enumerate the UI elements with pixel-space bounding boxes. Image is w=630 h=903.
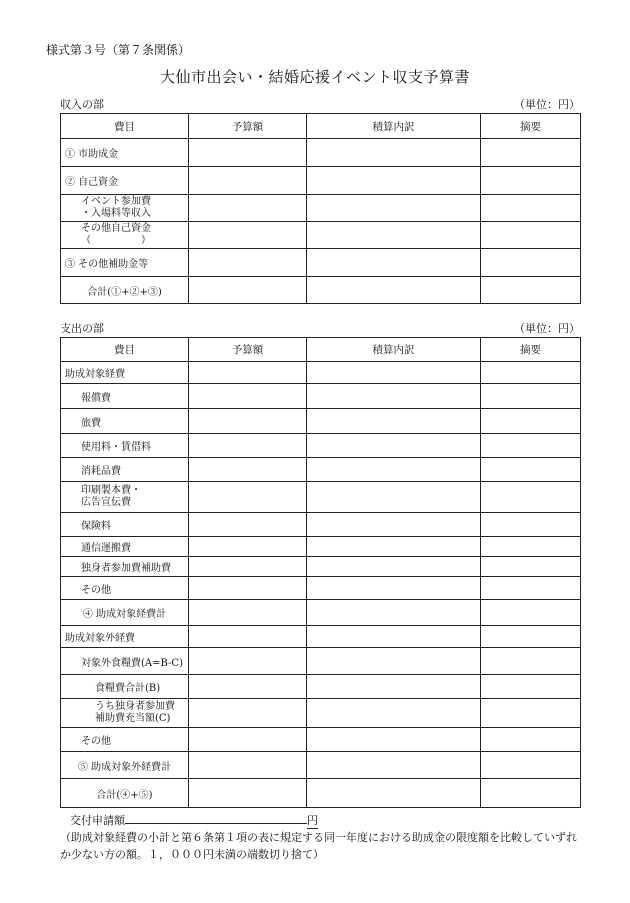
income-cell[interactable] [189, 277, 307, 304]
request-amount-field[interactable] [125, 823, 307, 824]
income-cell[interactable] [189, 249, 307, 277]
expense-row-other2: その他 [61, 728, 189, 752]
income-row-own-funds: ② 自己資金 [61, 167, 189, 195]
expense-cell[interactable] [481, 409, 581, 434]
expense-cell[interactable] [481, 557, 581, 577]
expense-row-ineligible: 助成対象外経費 [61, 626, 189, 648]
income-cell[interactable] [307, 139, 481, 167]
expense-cell[interactable] [189, 384, 307, 409]
expense-cell[interactable] [307, 513, 481, 537]
other-own-line2: （ ） [81, 235, 151, 246]
expense-cell[interactable] [481, 362, 581, 384]
expense-cell[interactable] [481, 537, 581, 557]
income-cell[interactable] [307, 222, 481, 249]
expense-header-item: 費目 [61, 338, 189, 362]
expense-row-printing [61, 482, 189, 513]
income-cell[interactable] [307, 195, 481, 222]
expense-row-ineligible-total: ⑤ 助成対象外経費計 [61, 752, 189, 779]
expense-cell[interactable] [189, 779, 307, 808]
request-amount-yen: 円 [307, 814, 318, 827]
request-amount-line [70, 812, 318, 829]
expense-cell[interactable] [307, 362, 481, 384]
expense-cell[interactable] [481, 626, 581, 648]
printing-line2: 広告宣伝費 [81, 497, 131, 508]
income-row-other-subsidy: ③ その他補助金等 [61, 249, 189, 277]
income-section-label: 収入の部 [60, 98, 104, 111]
printing-line1: 印刷製本費・ [81, 484, 141, 496]
income-cell[interactable] [307, 277, 481, 304]
other-own-line1: その他自己資金 [81, 222, 151, 234]
expense-row-other1: その他 [61, 577, 189, 600]
expense-cell[interactable] [189, 434, 307, 458]
expense-row-total: 合計(④+⑤) [61, 779, 189, 808]
event-fee-line1: イベント参加費 [81, 195, 151, 207]
expense-unit: （単位：円） [514, 322, 580, 335]
expense-row-eligible: 助成対象経費 [61, 362, 189, 384]
income-cell[interactable] [307, 167, 481, 195]
expense-cell[interactable] [481, 458, 581, 482]
expense-cell[interactable] [189, 699, 307, 728]
income-header-item: 費目 [61, 114, 189, 139]
single-fee-line1: うち独身者参加費 [95, 700, 175, 712]
expense-row-rent: 使用料・賃借料 [61, 434, 189, 458]
expense-header-remarks: 摘要 [481, 338, 581, 362]
income-row-city-subsidy: ① 市助成金 [61, 139, 189, 167]
expense-cell[interactable] [481, 600, 581, 626]
expense-cell[interactable] [189, 600, 307, 626]
income-header-remarks: 摘要 [481, 114, 581, 139]
expense-cell[interactable] [307, 434, 481, 458]
expense-row-travel: 旅費 [61, 409, 189, 434]
expense-cell[interactable] [481, 513, 581, 537]
income-cell[interactable] [307, 249, 481, 277]
income-cell[interactable] [189, 195, 307, 222]
income-header-budget: 予算額 [189, 114, 307, 139]
expense-cell[interactable] [307, 728, 481, 752]
expense-cell[interactable] [189, 362, 307, 384]
expense-cell[interactable] [307, 557, 481, 577]
income-table [60, 113, 581, 304]
expense-cell[interactable] [189, 626, 307, 648]
expense-cell[interactable] [307, 779, 481, 808]
income-cell[interactable] [189, 167, 307, 195]
expense-cell[interactable] [481, 577, 581, 600]
expense-cell[interactable] [307, 577, 481, 600]
expense-cell[interactable] [307, 699, 481, 728]
income-cell[interactable] [481, 167, 581, 195]
expense-cell[interactable] [189, 577, 307, 600]
expense-section-label: 支出の部 [60, 322, 104, 335]
expense-cell[interactable] [481, 728, 581, 752]
expense-cell[interactable] [481, 384, 581, 409]
expense-cell[interactable] [307, 482, 481, 513]
form-number: 様式第３号（第７条関係） [46, 43, 191, 57]
expense-cell[interactable] [307, 626, 481, 648]
income-unit: （単位：円） [514, 98, 580, 111]
expense-cell[interactable] [307, 409, 481, 434]
expense-cell[interactable] [189, 557, 307, 577]
income-row-event-fee [61, 195, 189, 222]
expense-row-food-total: 食糧費合計(B) [61, 675, 189, 699]
request-amount-label: 交付申請額 [70, 814, 125, 827]
expense-cell[interactable] [307, 648, 481, 675]
single-fee-line2: 補助費充当額(C) [95, 713, 171, 724]
expense-cell[interactable] [307, 384, 481, 409]
expense-cell[interactable] [189, 409, 307, 434]
expense-cell[interactable] [307, 675, 481, 699]
expense-header-breakdown: 積算内訳 [307, 338, 481, 362]
expense-row-communication: 通信運搬費 [61, 537, 189, 557]
expense-table [60, 337, 581, 808]
expense-cell[interactable] [481, 434, 581, 458]
request-amount-note: （助成対象経費の小計と第６条第１項の表に規定する同一年度における助成金の限度額を比較していずれか少ない方の額。１，０００円未満の端数切り捨て） [60, 831, 577, 861]
expense-cell[interactable] [189, 648, 307, 675]
income-cell[interactable] [481, 139, 581, 167]
expense-row-single-subsidy: 独身者参加費補助費 [61, 557, 189, 577]
expense-cell[interactable] [189, 458, 307, 482]
income-cell[interactable] [481, 195, 581, 222]
expense-row-single-fee [61, 699, 189, 728]
income-header-breakdown: 積算内訳 [307, 114, 481, 139]
expense-row-non-eligible-food: 対象外食糧費(A=B-C) [61, 648, 189, 675]
income-cell[interactable] [189, 139, 307, 167]
income-row-total: 合計(①+②+③) [61, 277, 189, 304]
expense-header-budget: 予算額 [189, 338, 307, 362]
expense-cell[interactable] [481, 699, 581, 728]
expense-cell[interactable] [189, 482, 307, 513]
income-cell[interactable] [189, 222, 307, 249]
expense-cell[interactable] [189, 728, 307, 752]
expense-row-insurance: 保険料 [61, 513, 189, 537]
expense-row-eligible-total: ④ 助成対象経費計 [61, 600, 189, 626]
expense-cell[interactable] [307, 458, 481, 482]
expense-cell[interactable] [481, 482, 581, 513]
page-title: 大仙市出会い・結婚応援イベント収支予算書 [159, 68, 470, 86]
expense-cell[interactable] [189, 675, 307, 699]
income-cell[interactable] [481, 249, 581, 277]
expense-cell[interactable] [481, 779, 581, 808]
income-cell[interactable] [481, 277, 581, 304]
expense-cell[interactable] [481, 648, 581, 675]
expense-row-remuneration: 報償費 [61, 384, 189, 409]
expense-cell[interactable] [481, 752, 581, 779]
event-fee-line2: ・入場料等収入 [81, 208, 151, 219]
expense-cell[interactable] [307, 537, 481, 557]
income-row-other-own [61, 222, 189, 249]
expense-cell[interactable] [189, 537, 307, 557]
expense-cell[interactable] [481, 675, 581, 699]
expense-cell[interactable] [189, 513, 307, 537]
expense-cell[interactable] [307, 752, 481, 779]
expense-cell[interactable] [189, 752, 307, 779]
income-cell[interactable] [481, 222, 581, 249]
expense-row-consumables: 消耗品費 [61, 458, 189, 482]
expense-cell[interactable] [307, 600, 481, 626]
